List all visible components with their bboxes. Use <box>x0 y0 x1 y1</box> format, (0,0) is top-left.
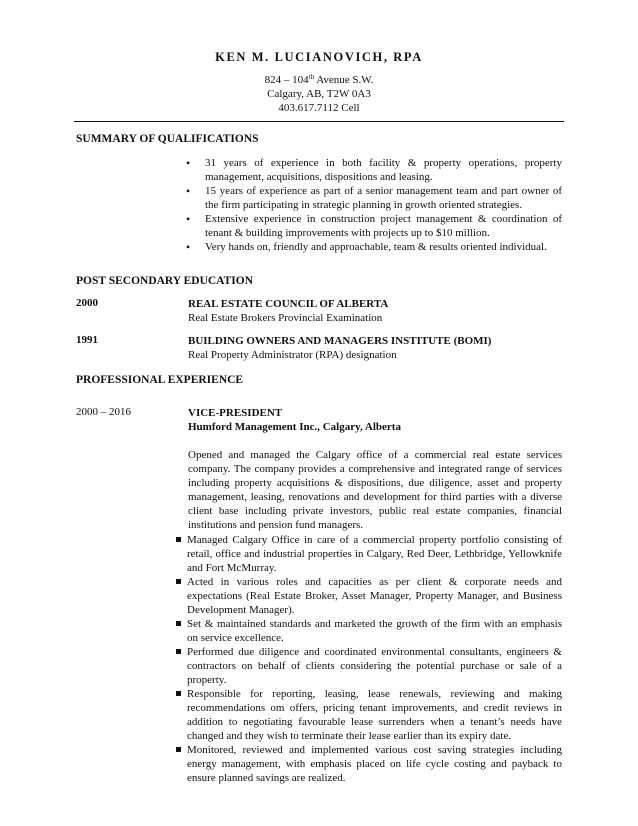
education-year: 2000 <box>76 297 98 309</box>
summary-list <box>190 156 562 254</box>
summary-item: • Extensive experience in construction project management & coordination of tenant & building improvements with projects up to $10 million. <box>190 212 562 240</box>
address-line <box>0 73 638 87</box>
address-street: Avenue S.W. <box>314 74 374 86</box>
job-duty: Responsible for reporting, leasing, lease renewals, reviewing and making recommendations om offers, pricing tenant improvements, and credit reviews in addition to negotiating favourable lease surrenders when a tenant’s needs have changed and they wish to terminate their lease earlier than its expiry date. <box>176 687 562 743</box>
education-year: 1991 <box>76 334 98 346</box>
job-duty: Managed Calgary Office in care of a commercial property portfolio consisting of retail, office and industrial properties in Calgary, Red Deer, Lethbridge, Yellowknife and Fort McMurray. <box>176 533 562 575</box>
summary-item: • 31 years of experience in both facility & property operations, property management, acquisitions, dispositions and leasing. <box>190 156 562 184</box>
summary-heading: SUMMARY OF QUALIFICATIONS <box>76 133 259 145</box>
education-entry <box>188 334 562 362</box>
education-title: BUILDING OWNERS AND MANAGERS INSTITUTE (BOMI) <box>188 335 492 347</box>
summary-item: • 15 years of experience as part of a senior management team and part owner of the firm participating in strategic planning in growth oriented strategies. <box>190 184 562 212</box>
phone-line: 403.617.7112 Cell <box>278 102 360 114</box>
education-title: REAL ESTATE COUNCIL OF ALBERTA <box>188 298 389 310</box>
address-ordinal: th <box>308 73 315 81</box>
education-detail: Real Property Administrator (RPA) designation <box>188 349 397 361</box>
education-entry <box>188 297 562 325</box>
education-detail: Real Estate Brokers Provincial Examination <box>188 312 383 324</box>
contact-block <box>0 73 638 115</box>
job-dates: 2000 – 2016 <box>76 406 131 418</box>
job-duty: Set & maintained standards and marketed the growth of the firm with an emphasis on service excellence. <box>176 617 562 645</box>
resume-name: KEN M. LUCIANOVICH, RPA <box>215 50 423 64</box>
job-duties-list <box>176 533 562 785</box>
job-title: VICE-PRESIDENT <box>188 407 283 419</box>
address-number: 824 – 104 <box>264 74 309 86</box>
job-duty: Acted in various roles and capacities as per client & corporate needs and expectations (Real Estate Broker, Asset Manager, Property Manager, and Business Development Manager). <box>176 575 562 617</box>
job-header <box>188 406 562 434</box>
header-divider <box>74 121 564 122</box>
summary-item: • Very hands on, friendly and approachable, team & results oriented individual. <box>190 240 562 254</box>
city-line: Calgary, AB, T2W 0A3 <box>267 88 371 100</box>
job-duty: Monitored, reviewed and implemented various cost saving strategies including energy management, with emphasis placed on life cycle costing and payback to ensure planned savings are realized. <box>176 743 562 785</box>
education-heading: POST SECONDARY EDUCATION <box>76 275 254 287</box>
job-duty: Performed due diligence and coordinated environmental consultants, engineers & contractors on behalf of clients considering the potential purchase or sale of a property. <box>176 645 562 687</box>
job-description: Opened and managed the Calgary office of a commercial real estate services company. The company provides a comprehensive and integrated range of services including property acquisitions & dispositions, due diligence, asset and property management, leasing, renovations and development for third parties with a diverse client base including private investors, public real estate companies, financial institutions and pension fund managers. <box>188 449 562 531</box>
job-company: Humford Management Inc., Calgary, Alberta <box>188 421 401 433</box>
experience-heading: PROFESSIONAL EXPERIENCE <box>76 374 244 386</box>
